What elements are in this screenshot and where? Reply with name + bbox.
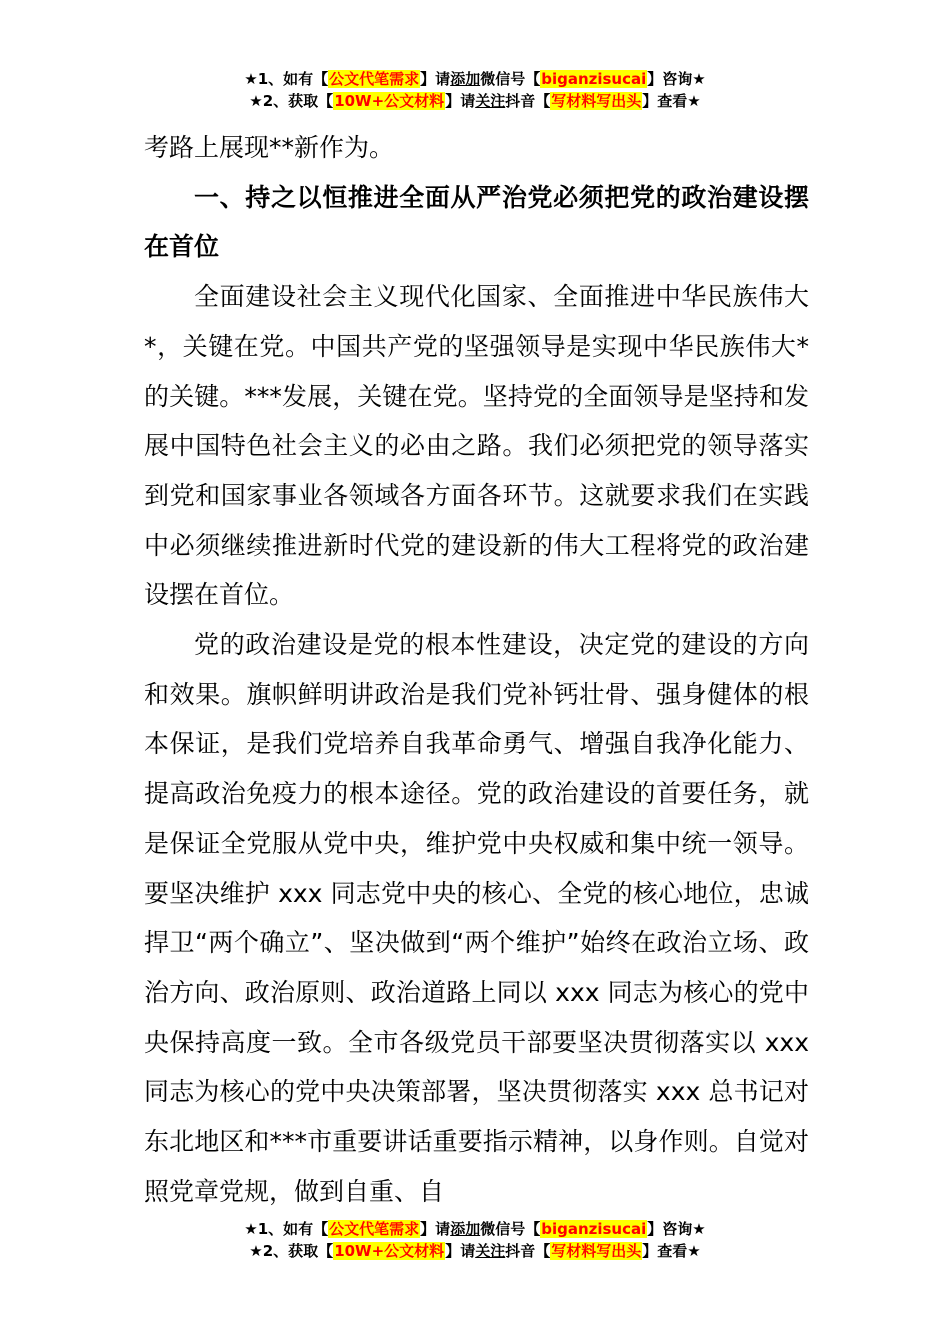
promo-text: ★1、如有【 (244, 1220, 329, 1238)
promo-underline: 添加 (450, 1220, 481, 1238)
promo-text: 】请 (445, 92, 476, 110)
promo-text: 】请 (445, 1242, 476, 1260)
promo-underline: 添加 (450, 70, 481, 88)
promo-text: 抖音【 (505, 92, 551, 110)
promo-highlight: 10W+公文材料 (334, 1242, 445, 1260)
promo-highlight: 公文代笔需求 (329, 1220, 420, 1238)
promo-highlight: biganzisucai (541, 70, 647, 88)
promo-line-2 (0, 90, 950, 112)
section-heading: 一、持之以恒推进全面从严治党必须把党的政治建设摆在首位 (144, 182, 809, 262)
promo-text: 微信号【 (480, 1220, 541, 1238)
intro-paragraph: 考路上展现**新作为。 (144, 133, 395, 162)
promo-highlight: 10W+公文材料 (334, 92, 445, 110)
promo-text: 】咨询★ (647, 1220, 706, 1238)
promo-text: 抖音【 (505, 1242, 551, 1260)
promo-text: ★2、获取【 (249, 92, 334, 110)
body-paragraph-1: 全面建设社会主义现代化国家、全面推进中华民族伟大*，关键在党。中国共产党的坚强领导是实现中华民族伟大*的关键。***发展，关键在党。坚持党的全面领导是坚持和发展中国特色社会主义的必由之路。我们必须把党的领导落实到党和国家事业各领域各方面各环节。这就要求我们在实践中必须继续推进新时代党的建设新的伟大工程将党的政治建设摆在首位。 (144, 282, 809, 610)
header-promo-banner (0, 68, 950, 112)
promo-text: 微信号【 (480, 70, 541, 88)
promo-text: 】查看★ (642, 1242, 701, 1260)
body-paragraph-2: 党的政治建设是党的根本性建设，决定党的建设的方向和效果。旗帜鲜明讲政治是我们党补钙壮骨、强身健体的根本保证，是我们党培养自我革命勇气、增强自我净化能力、提高政治免疫力的根本途径。党的政治建设的首要任务，就是保证全党服从党中央，维护党中央权威和集中统一领导。要坚决维护 xxx 同志党中央的核心、全党的核心地位，忠诚捍卫“两个确立”、坚决做到“两个维护”始终在政治立场、政治方向、政治原则、政治道路上同以 xxx 同志为核心的党中央保持高度一致。全市各级党员干部要坚决贯彻落实以 xxx 同志为核心的党中央决策部署，坚决贯彻落实 xxx 总书记对东北地区和***市重要讲话重要指示精神，以身作则。自觉对照党章党规，做到自重、自 (144, 630, 809, 1206)
promo-underline: 关注 (475, 1242, 506, 1260)
promo-text: ★1、如有【 (244, 70, 329, 88)
promo-text: 】咨询★ (647, 70, 706, 88)
promo-line-1 (0, 68, 950, 90)
promo-line-1 (0, 1218, 950, 1240)
promo-highlight: 写材料写出头 (551, 1242, 642, 1260)
promo-highlight: 公文代笔需求 (329, 70, 420, 88)
document-body (144, 123, 809, 1216)
promo-text: ★2、获取【 (249, 1242, 334, 1260)
promo-highlight: biganzisucai (541, 1220, 647, 1238)
footer-promo-banner (0, 1218, 950, 1262)
promo-text: 】请 (420, 70, 451, 88)
promo-underline: 关注 (475, 92, 506, 110)
promo-highlight: 写材料写出头 (551, 92, 642, 110)
promo-text: 】查看★ (642, 92, 701, 110)
promo-text: 】请 (420, 1220, 451, 1238)
promo-line-2 (0, 1240, 950, 1262)
